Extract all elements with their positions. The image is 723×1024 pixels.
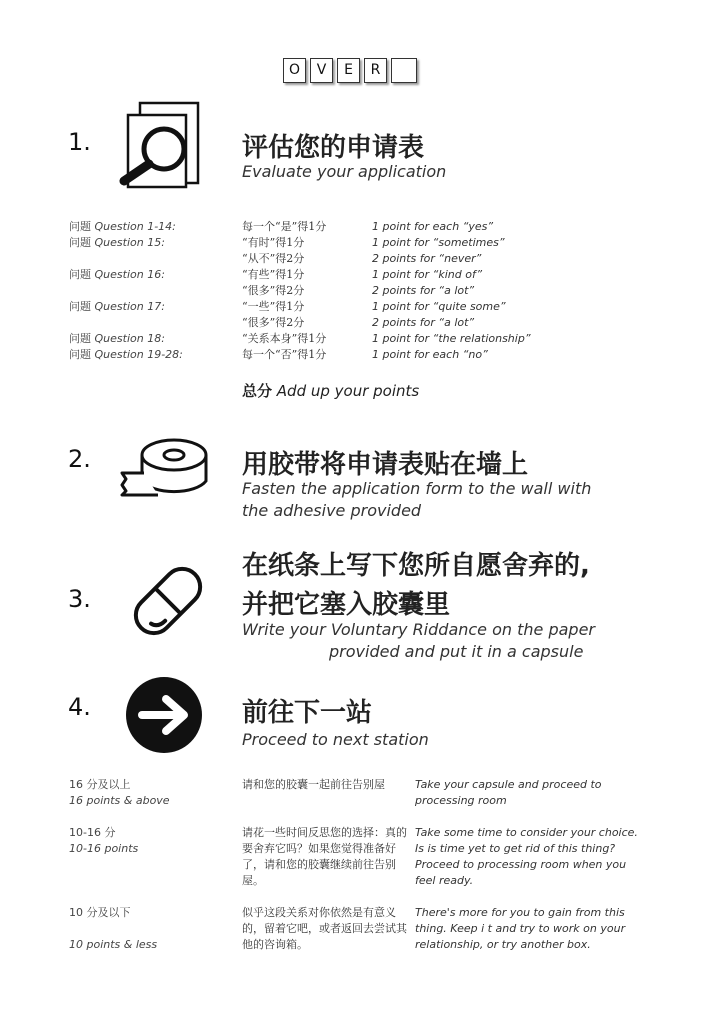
advice-line: There's more for you to gain from this [415,906,625,919]
step-3-number: 3. [68,585,91,613]
question-label-en: Question 16: [94,268,165,281]
points-zh: “很多”得2分 [242,284,305,297]
question-label-zh: 问题 [69,220,91,233]
step-1-title-zh: 评估您的申请表 [242,133,425,163]
points-zh: “有些”得1分 [242,268,305,281]
total-points [242,380,419,401]
scoring-row [0,315,723,331]
scoring-row [0,299,723,315]
score-en: 16 points & above [69,794,170,807]
question-label-zh: 问题 [69,332,91,345]
result-score-16-above [69,777,170,809]
total-label-zh: 总分 [242,382,273,400]
points-en: 1 point for “the relationship” [372,332,531,345]
points-en: 2 points for “a lot” [372,284,475,297]
scoring-row [0,267,723,283]
step-4-title-zh: 前往下一站 [242,698,373,728]
score-zh: 10-16 分 [69,826,116,839]
points-zh: “从不”得2分 [242,252,305,265]
points-en: 2 points for “never” [372,252,482,265]
step-4-number: 4. [68,693,91,721]
tape-roll-icon [118,433,210,499]
capsule-icon [124,557,212,645]
step-3-title-en-line-2: provided and put it in a capsule [329,642,584,661]
letter-box-blank [391,58,417,83]
advice-line: Is is time yet to get rid of this thing? [415,842,616,855]
magnifier-document-icon [114,101,202,189]
advice-line: thing. Keep i t and try to work on your [415,922,626,935]
step-3-title-zh-line-1: 在纸条上写下您所自愿舍弃的, [242,551,590,581]
score-zh: 16 分及以上 [69,778,131,791]
question-label-en: Question 19-28: [94,348,183,361]
result-advice-en [415,905,655,953]
points-zh: “有时”得1分 [242,236,305,249]
step-2-number: 2. [68,445,91,473]
scoring-row [0,331,723,347]
letter-box-e: E [337,58,360,83]
step-1-title-en: Evaluate your application [242,162,447,181]
question-label-en: Question 15: [94,236,165,249]
points-zh: “关系本身”得1分 [242,332,327,345]
letter-box-o: O [283,58,306,83]
points-en: 1 point for “kind of” [372,268,483,281]
step-2-title-en-line-1: Fasten the application form to the wall with [242,479,592,498]
points-zh: “一些”得1分 [242,300,305,313]
result-score-10-less [69,905,157,953]
result-advice-en [415,825,655,889]
over-letter-boxes [283,58,417,83]
score-en: 10-16 points [69,842,139,855]
points-zh: “很多”得2分 [242,316,305,329]
question-label-zh: 问题 [69,348,91,361]
advice-line: feel ready. [415,874,474,887]
scoring-row [0,219,723,235]
letter-box-v: V [310,58,333,83]
result-advice-zh: 似乎这段关系对你依然是有意义的，留着它吧，或者返回去尝试其他的咨询箱。 [242,906,407,951]
points-en: 1 point for each “yes” [372,220,494,233]
points-zh: 每一个“是”得1分 [242,220,327,233]
score-en: 10 points & less [69,938,158,951]
question-label-en: Question 17: [94,300,165,313]
advice-line: Proceed to processing room when you [415,858,627,871]
score-zh: 10 分及以下 [69,906,131,919]
step-1-number: 1. [68,128,91,156]
scoring-row [0,235,723,251]
points-en: 1 point for “quite some” [372,300,506,313]
question-label-zh: 问题 [69,300,91,313]
total-label-en: Add up your points [276,382,420,400]
step-2-title-en-line-2: the adhesive provided [242,501,422,520]
step-3-title-en-line-1: Write your Voluntary Riddance on the paper [242,620,596,639]
advice-line: Take some time to consider your choice. [415,826,638,839]
result-score-10-16 [69,825,138,857]
scoring-row [0,347,723,363]
question-label-zh: 问题 [69,268,91,281]
points-en: 1 point for “sometimes” [372,236,505,249]
question-label-en: Question 1-14: [94,220,176,233]
step-4-title-en: Proceed to next station [242,730,429,749]
points-en: 2 points for “a lot” [372,316,475,329]
step-3-title-zh-line-2: 并把它塞入胶囊里 [242,590,451,620]
scoring-row [0,283,723,299]
advice-line: processing room [415,794,507,807]
scoring-row [0,251,723,267]
result-advice-zh: 请花一些时间反思您的选择：真的要舍弃它吗？如果您觉得准备好了，请和您的胶囊继续前往告别屋。 [242,826,407,887]
result-advice-zh: 请和您的胶囊一起前往告别屋 [242,778,385,791]
question-label-zh: 问题 [69,236,91,249]
step-2-title-zh: 用胶带将申请表贴在墙上 [242,450,529,480]
points-en: 1 point for each “no” [372,348,488,361]
points-zh: 每一个“否”得1分 [242,348,327,361]
question-label-en: Question 18: [94,332,165,345]
advice-line: Take your capsule and proceed to [415,778,602,791]
arrow-right-circle-icon [124,675,204,755]
result-advice-en [415,777,655,809]
letter-box-r: R [364,58,387,83]
advice-line: relationship, or try another box. [415,938,591,951]
